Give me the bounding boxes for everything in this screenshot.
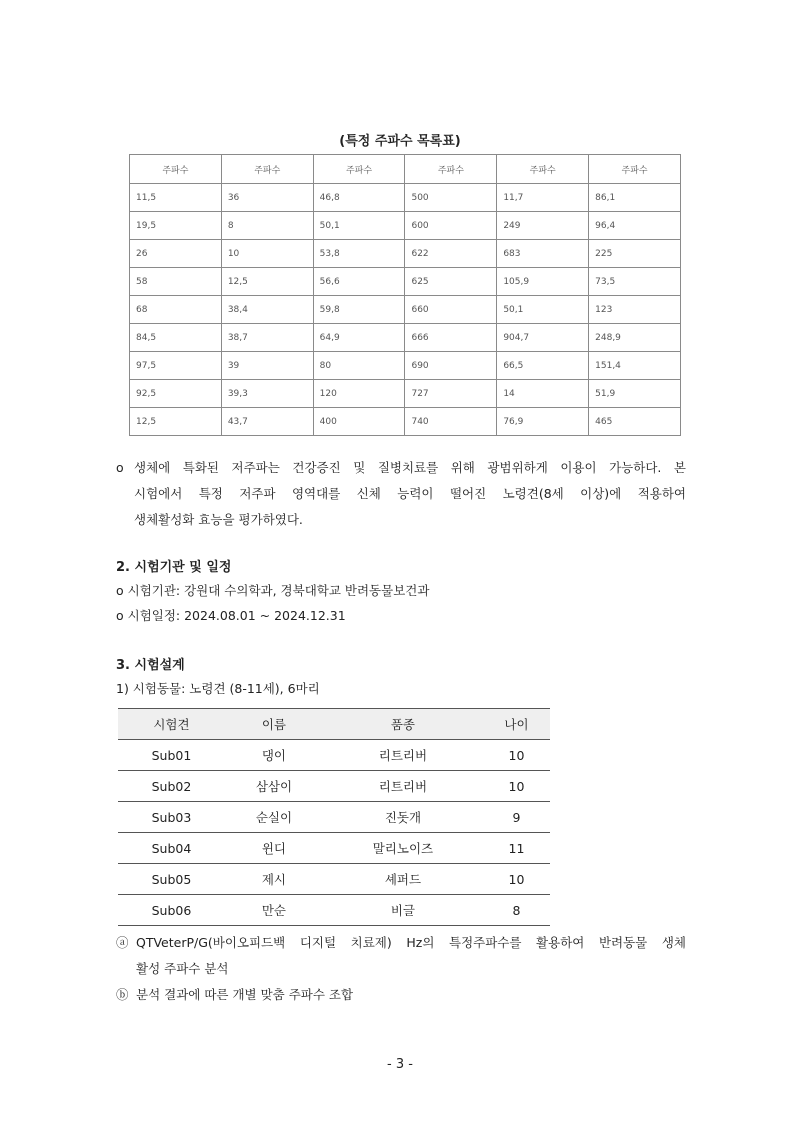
table-cell: 8 [483,895,550,926]
table-cell: 제시 [225,864,323,895]
table-cell: 12,5 [221,268,313,296]
table-row [130,352,681,380]
table-cell: 123 [589,296,681,324]
table-cell: 400 [313,408,405,436]
table-cell: 683 [497,240,589,268]
table-cell: 50,1 [497,296,589,324]
table-cell: 76,9 [497,408,589,436]
bullet-marker: o [116,460,124,475]
frequency-header: 주파수 [497,155,589,184]
table-cell: 10 [483,864,550,895]
table-cell: 120 [313,380,405,408]
table-cell: 465 [589,408,681,436]
table-cell: 151,4 [589,352,681,380]
schedule-line: o 시험일정: 2024.08.01 ~ 2024.12.31 [116,608,346,623]
table-cell: Sub05 [118,864,225,895]
table-row [130,380,681,408]
table-row [130,184,681,212]
table-cell: 727 [405,380,497,408]
table-cell: 만순 [225,895,323,926]
table-cell: 625 [405,268,497,296]
table-row [118,895,550,926]
table-cell: 56,6 [313,268,405,296]
table-cell: 12,5 [130,408,222,436]
table-row [130,324,681,352]
table-cell: 500 [405,184,497,212]
table-cell: 600 [405,212,497,240]
table-cell: 92,5 [130,380,222,408]
table-row [130,296,681,324]
table-cell: 비글 [323,895,483,926]
table-row [130,240,681,268]
note-a-line: QTVeterP/G(바이오피드백 디지털 치료제) Hz의 특정주파수를 활용하여 반려동물 생체 [136,935,686,950]
table-cell: 윈디 [225,833,323,864]
table-row [130,268,681,296]
intro-line: 시험에서 특정 저주파 영역대를 신체 능력이 떨어진 노령견(8세 이상)에 적용하여 [134,486,686,501]
section-2-heading: 2. 시험기관 및 일정 [116,560,232,575]
subjects-header: 나이 [483,709,550,740]
note-b [116,982,686,1008]
frequency-header: 주파수 [589,155,681,184]
table-cell: 105,9 [497,268,589,296]
table-cell: 59,8 [313,296,405,324]
subjects-header: 이름 [225,709,323,740]
table-cell: 말리노이즈 [323,833,483,864]
table-cell: 51,9 [589,380,681,408]
table-row [118,771,550,802]
subjects-header: 시험견 [118,709,225,740]
frequency-table [129,154,681,436]
table-cell: 58 [130,268,222,296]
table-cell: 진돗개 [323,802,483,833]
table-cell: 666 [405,324,497,352]
table-cell: 690 [405,352,497,380]
table-cell: 8 [221,212,313,240]
table-row [130,408,681,436]
table-cell: 11 [483,833,550,864]
table-row [118,802,550,833]
table-cell: 14 [497,380,589,408]
table-cell: 904,7 [497,324,589,352]
table-cell: 740 [405,408,497,436]
table-cell: 39,3 [221,380,313,408]
table-cell: 39 [221,352,313,380]
intro-line: 생체활성화 효능을 평가하였다. [134,512,303,527]
table-cell: 10 [483,771,550,802]
table-cell: 셰퍼드 [323,864,483,895]
table-cell: 리트리버 [323,771,483,802]
table-cell: Sub01 [118,740,225,771]
table-cell: 249 [497,212,589,240]
table-cell: 73,5 [589,268,681,296]
table-cell: 46,8 [313,184,405,212]
note-b-line: 분석 결과에 따른 개별 맞춤 주파수 조합 [136,987,354,1002]
table-cell: 11,5 [130,184,222,212]
frequency-table-header-row [130,155,681,184]
table-cell: Sub02 [118,771,225,802]
table-cell: 68 [130,296,222,324]
intro-line: 생체에 특화된 저주파는 건강증진 및 질병치료를 위해 광범위하게 이용이 가능하다. 본 [134,460,686,475]
note-a-line: 활성 주파수 분석 [136,961,229,976]
table-row [130,212,681,240]
table-cell: 84,5 [130,324,222,352]
table-cell: 80 [313,352,405,380]
table-cell: 64,9 [313,324,405,352]
table-cell: 10 [483,740,550,771]
table-cell: 50,1 [313,212,405,240]
table-cell: 9 [483,802,550,833]
table-cell: 19,5 [130,212,222,240]
note-a [116,930,686,982]
table-cell: 43,7 [221,408,313,436]
intro-paragraph [116,455,686,533]
note-a-marker: ⓐ [116,935,129,950]
table-cell: 38,4 [221,296,313,324]
table-cell: Sub06 [118,895,225,926]
table-cell: 86,1 [589,184,681,212]
table-cell: 66,5 [497,352,589,380]
test-animals-line: 1) 시험동물: 노령견 (8-11세), 6마리 [116,681,320,696]
table-cell: 삼삼이 [225,771,323,802]
subjects-header: 품종 [323,709,483,740]
table-cell: 225 [589,240,681,268]
table-cell: 36 [221,184,313,212]
subjects-header-row [118,709,550,740]
table-row [118,864,550,895]
table-cell: 26 [130,240,222,268]
table-cell: Sub04 [118,833,225,864]
table-cell: 38,7 [221,324,313,352]
note-b-marker: ⓑ [116,987,129,1002]
frequency-header: 주파수 [405,155,497,184]
table-cell: 660 [405,296,497,324]
table-row [118,740,550,771]
page-number: - 3 - [387,1057,413,1072]
table-cell: 622 [405,240,497,268]
frequency-header: 주파수 [130,155,222,184]
subjects-table [118,708,550,926]
table-cell: 10 [221,240,313,268]
table-cell: 97,5 [130,352,222,380]
table-row [118,833,550,864]
frequency-table-title: (특정 주파수 목록표) [339,134,461,149]
institution-line: o 시험기관: 강원대 수의학과, 경북대학교 반려동물보건과 [116,583,430,598]
table-cell: 댕이 [225,740,323,771]
frequency-header: 주파수 [221,155,313,184]
table-cell: 순실이 [225,802,323,833]
table-cell: 11,7 [497,184,589,212]
table-cell: Sub03 [118,802,225,833]
table-cell: 248,9 [589,324,681,352]
table-cell: 96,4 [589,212,681,240]
frequency-header: 주파수 [313,155,405,184]
table-cell: 리트리버 [323,740,483,771]
section-3-heading: 3. 시험설계 [116,658,185,673]
table-cell: 53,8 [313,240,405,268]
